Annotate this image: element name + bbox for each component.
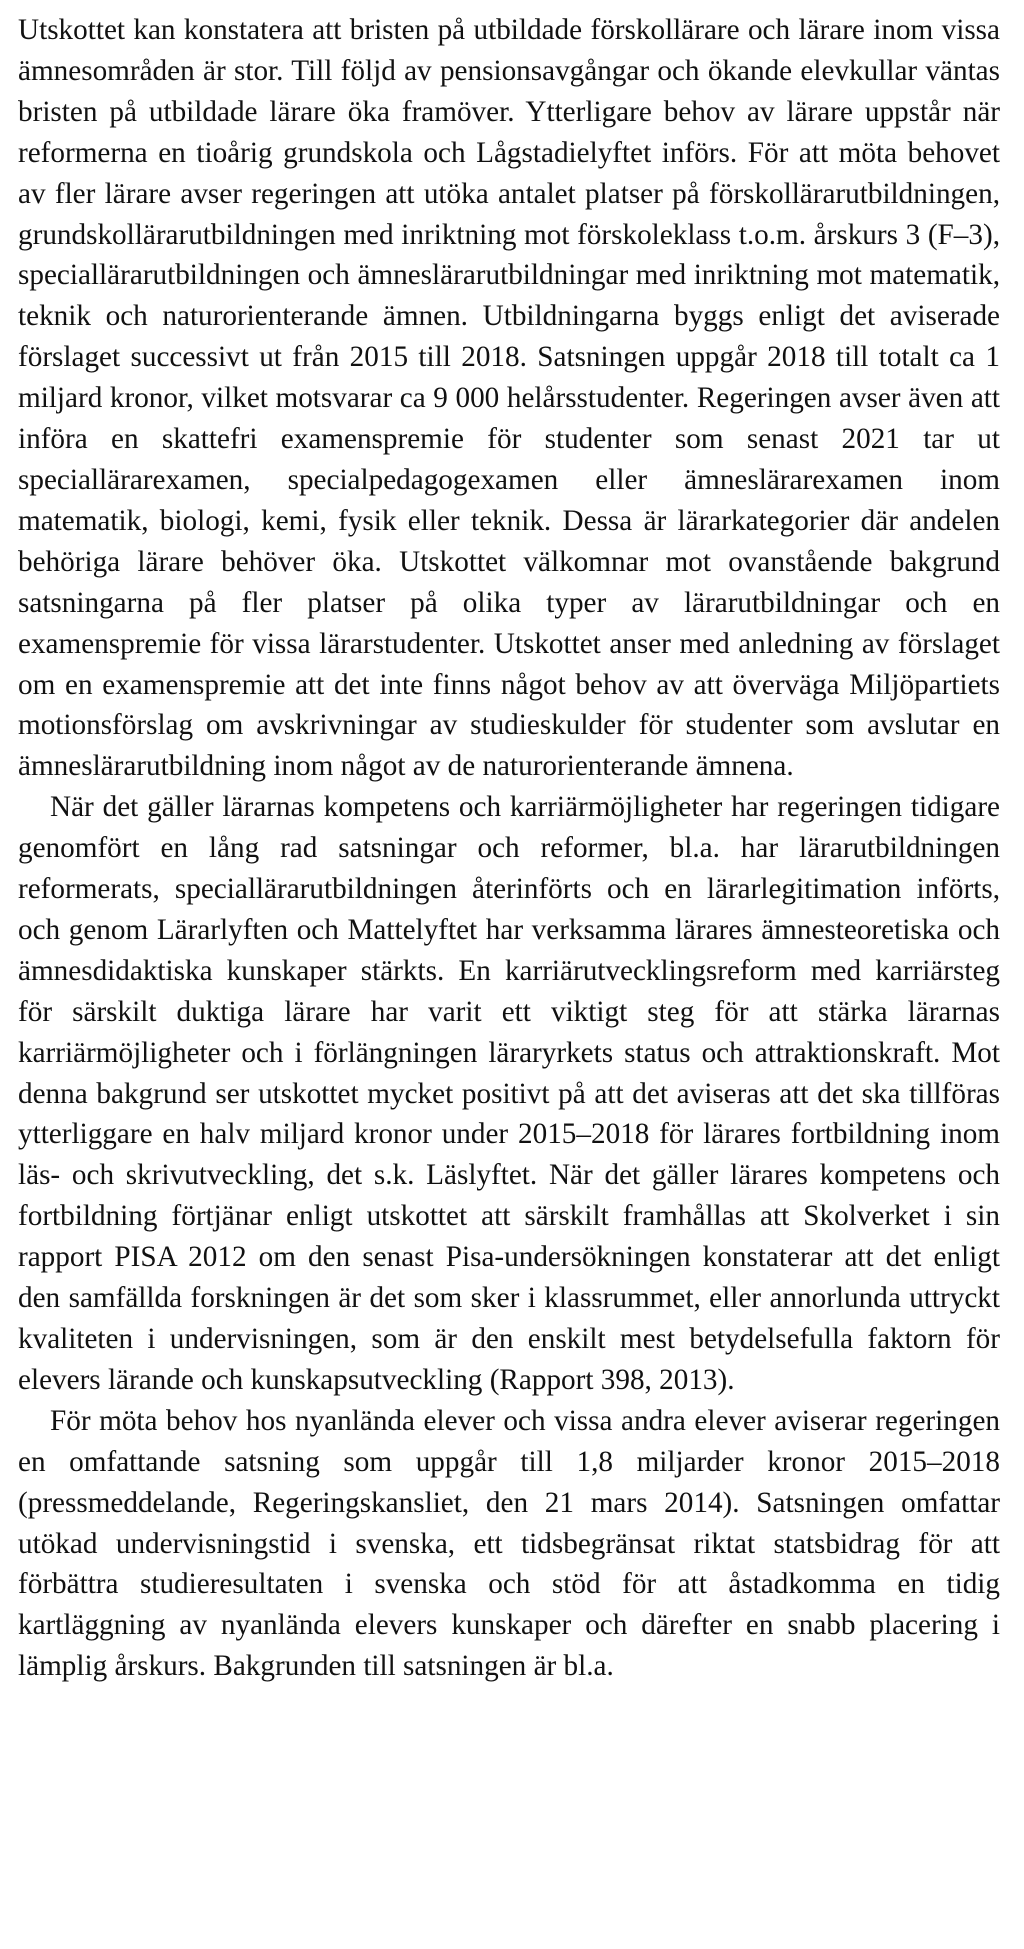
- paragraph-teacher-shortage: Utskottet kan konstatera att bristen på utbildade förskollärare och lärare inom vissa ämnesområden är stor. Till följd av pensionsavgångar och ökande elevkullar väntas bristen på utbildade lärare öka framöver. Ytterligare behov av lärare uppstår när reformerna en tioårig grundskola och Lågstadielyftet införs. För att möta behovet av fler lärare avser regeringen att utöka antalet platser på förskollärarutbildningen, grundskollärarutbildningen med inriktning mot förskoleklass t.o.m. årskurs 3 (F–3), speciallärarutbildningen och ämneslärarutbildningar med inriktning mot matematik, teknik och naturorienterande ämnen. Utbildningarna byggs enligt det aviserade förslaget successivt ut från 2015 till 2018. Satsningen uppgår 2018 till totalt ca 1 miljard kronor, vilket motsvarar ca 9 000 helårsstudenter. Regeringen avser även att införa en skattefri examenspremie för studenter som senast 2021 tar ut speciallärarexamen, specialpedagogexamen eller ämneslärarexamen inom matematik, biologi, kemi, fysik eller teknik. Dessa är lärarkategorier där andelen behöriga lärare behöver öka. Utskottet välkomnar mot ovanstående bakgrund satsningarna på fler platser på olika typer av lärarutbildningar och en examenspremie för vissa lärarstudenter. Utskottet anser med anledning av förslaget om en examenspremie att det inte finns något behov av att överväga Miljöpartiets motionsförslag om avskrivningar av studieskulder för studenter som avslutar en ämneslärarutbildning inom något av de naturorienterande ämnena.: [18, 14, 1000, 783]
- document-page: [18, 10, 1000, 1687]
- paragraph-teacher-competence: När det gäller lärarnas kompetens och karriärmöjligheter har regeringen tidigare genomfört en lång rad satsningar och reformer, bl.a. har lärarutbildningen reformerats, speciallärarutbildningen återinförts och en lärarlegitimation införts, och genom Lärarlyften och Mattelyftet har verksamma lärares ämnesteoretiska och ämnesdidaktiska kunskaper stärkts. En karriärutvecklingsreform med karriärsteg för särskilt duktiga lärare har varit ett viktigt steg för att stärka lärarnas karriärmöjligheter och i förlängningen läraryrkets status och attraktionskraft. Mot denna bakgrund ser utskottet mycket positivt på att det aviseras att det ska tillföras ytterliggare en halv miljard kronor under 2015–2018 för lärares fortbildning inom läs- och skrivutveckling, det s.k. Läslyftet. När det gäller lärares kompetens och fortbildning förtjänar enligt utskottet att särskilt framhållas att Skolverket i sin rapport PISA 2012 om den senast Pisa-undersökningen konstaterar att det enligt den samfällda forskningen är det som sker i klassrummet, eller annorlunda uttryckt kvaliteten i undervisningen, som är den enskilt mest betydelsefulla faktorn för elevers lärande och kunskapsutveckling (Rapport 398, 2013).: [18, 791, 1000, 1396]
- paragraph-newly-arrived-pupils: För möta behov hos nyanlända elever och vissa andra elever aviserar regeringen en omfattande satsning som uppgår till 1,8 miljarder kronor 2015–2018 (pressmeddelande, Regeringskansliet, den 21 mars 2014). Satsningen omfattar utökad undervisningstid i svenska, ett tidsbegränsat riktat statsbidrag för att förbättra studieresultaten i svenska och stöd för att åstadkomma en tidig kartläggning av nyanlända elevers kunskaper och därefter en snabb placering i lämplig årskurs. Bakgrunden till satsningen är bl.a.: [18, 1404, 1000, 1683]
